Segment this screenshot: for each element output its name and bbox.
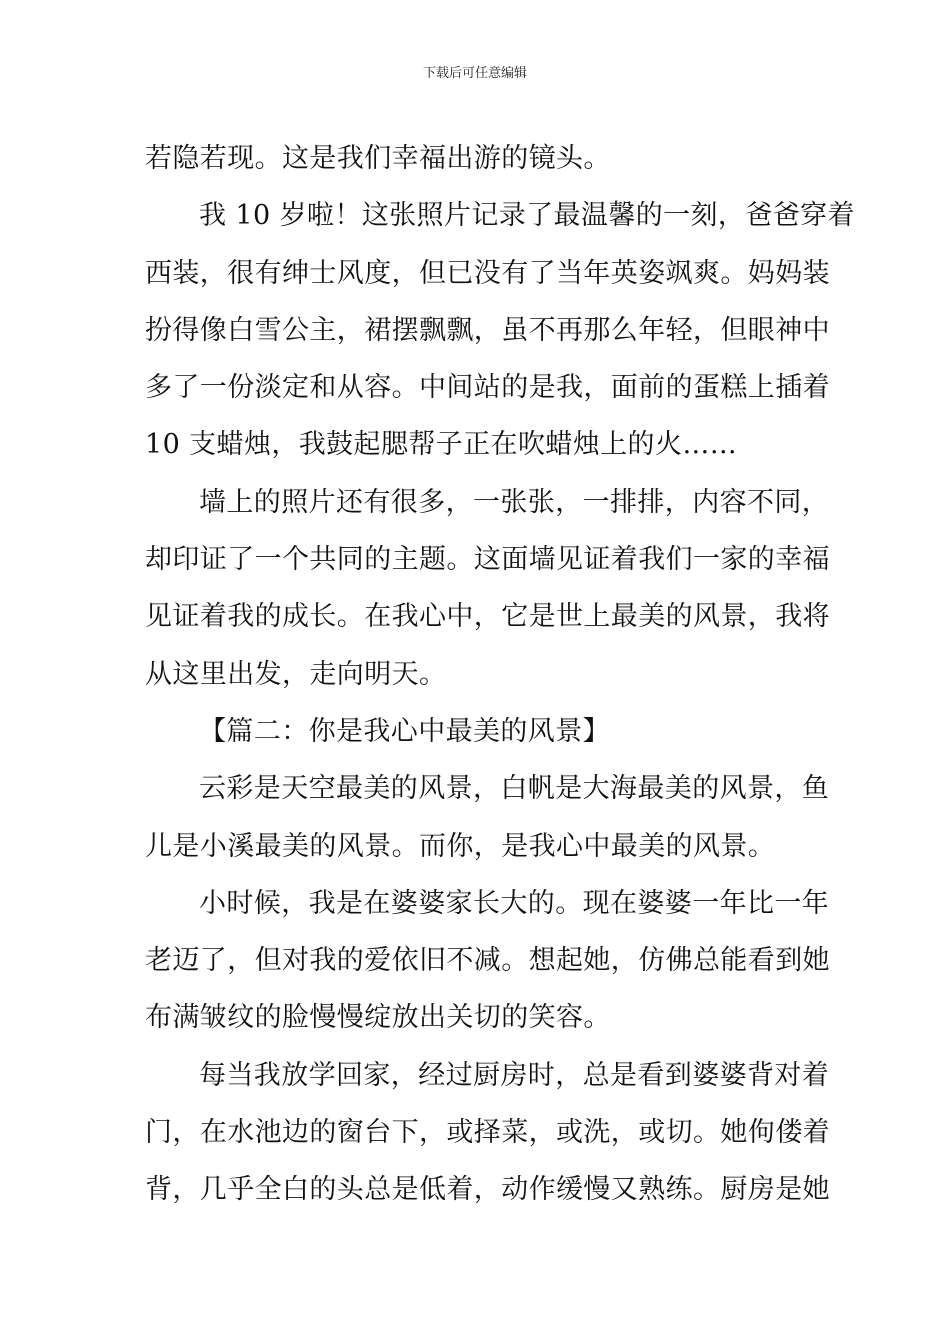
text-line: 若隐若现。这是我们幸福出游的镜头。 — [145, 143, 611, 174]
text-line: 布满皱纹的脸慢慢绽放出关切的笑容。 — [145, 1002, 611, 1034]
text-line: 门，在水池边的窗台下，或择菜，或洗，或切。她佝偻着 — [145, 1117, 830, 1149]
text-line: 背，几乎全白的头总是低着，动作缓慢又熟练。厨房是她 — [145, 1174, 830, 1206]
section-heading: 【篇二：你是我心中最美的风景】 — [199, 715, 610, 747]
text-line: 老迈了，但对我的爱依旧不减。想起她，仿佛总能看到她 — [145, 945, 830, 977]
text-line: 却印证了一个共同的主题。这面墙见证着我们一家的幸福 — [145, 544, 830, 576]
document-body — [145, 130, 855, 1219]
text-line: 多了一份淡定和从容。中间站的是我，面前的蛋糕上插着 — [145, 372, 830, 404]
page-header-note: 下载后可任意编辑 — [422, 66, 527, 81]
text-line: 扮得像白雪公主，裙摆飘飘，虽不再那么年轻，但眼神中 — [145, 314, 830, 346]
text-line: 从这里出发，走向明天。 — [145, 658, 447, 690]
paragraph-first-line: 墙上的照片还有很多，一张张，一排排，内容不同， — [199, 486, 830, 518]
text-line: 见证着我的成长。在我心中，它是世上最美的风景，我将 — [145, 601, 830, 633]
paragraph-first-line: 云彩是天空最美的风景，白帆是大海最美的风景，鱼 — [199, 773, 830, 805]
paragraph-first-line: 每当我放学回家，经过厨房时，总是看到婆婆背对着 — [199, 1059, 830, 1091]
text-line: 儿是小溪最美的风景。而你，是我心中最美的风景。 — [145, 830, 776, 862]
text-line: 10 支蜡烛，我鼓起腮帮子正在吹蜡烛上的火…… — [145, 429, 738, 461]
text-line: 西装，很有绅士风度，但已没有了当年英姿飒爽。妈妈装 — [145, 257, 830, 289]
paragraph-first-line: 我 10 岁啦！这张照片记录了最温馨的一刻，爸爸穿着 — [199, 200, 855, 232]
paragraph-first-line: 小时候，我是在婆婆家长大的。现在婆婆一年比一年 — [199, 887, 830, 919]
